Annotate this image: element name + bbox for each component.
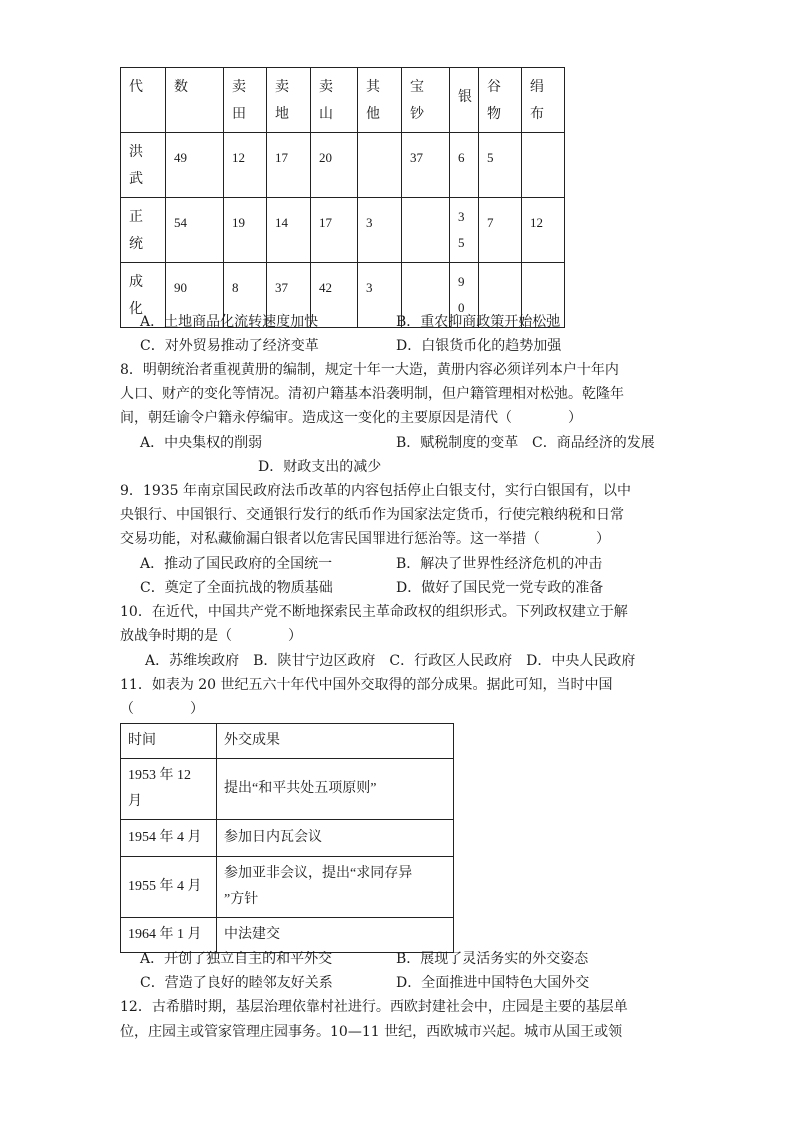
q8-option-d[interactable]: D．财政支出的减少 (258, 459, 382, 475)
table-row (121, 133, 565, 198)
q7-option-d[interactable]: D．白银货币化的趋势加强 (396, 338, 562, 354)
table-cell: 1954 年 4 月 (121, 820, 217, 857)
q9-option-b[interactable]: B．解决了世界性经济危机的冲击 (396, 556, 603, 572)
table-cell: 中法建交 (217, 918, 454, 953)
q9-option-d[interactable]: D．做好了国民党一党专政的准备 (396, 580, 604, 596)
table-row (121, 198, 565, 263)
header-cell: 绢 布 (522, 68, 565, 133)
land-transaction-table (120, 67, 565, 328)
header-cell: 数 (166, 68, 224, 133)
table-cell: 5 (479, 133, 522, 198)
table-cell: 3 (358, 263, 402, 328)
header-cell: 外交成果 (217, 724, 454, 759)
table-cell: 提出“和平共处五项原则” (217, 759, 454, 820)
q7-option-a[interactable]: A．土地商品化流转速度加快 (140, 314, 319, 330)
q9-stem-line: 9．1935 年南京国民政府法币改革的内容包括停止白银支付，实行白银国有，以中 (120, 483, 631, 499)
table-cell: 14 (267, 198, 311, 263)
table-cell: 12 (522, 198, 565, 263)
table-cell: 37 (402, 133, 450, 198)
q7-option-b[interactable]: B．重农抑商政策开始松弛 (396, 314, 561, 330)
table-cell: 1953 年 12 月 (121, 759, 217, 820)
table-cell: 8 (224, 263, 267, 328)
table-row (121, 918, 454, 953)
q9-stem-line: 央银行、中国银行、交通银行发行的纸币作为国家法定货币，行使完粮纳税和日常 (120, 507, 624, 523)
table-cell: 12 (224, 133, 267, 198)
q10-stem-line: 10．在近代，中国共产党不断地探索民主革命政权的组织形式。下列政权建立于解 (120, 604, 628, 620)
q10-options[interactable]: A．苏维埃政府 B．陕甘宁边区政府 C．行政区人民政府 D．中央人民政府 (145, 653, 636, 669)
table-cell: 7 (479, 198, 522, 263)
q8-stem-line: 人口、财产的变化等情况。清初户籍基本沿袭明制，但户籍管理相对松弛。乾隆年 (120, 386, 624, 402)
q11-stem-line: 11．如表为 20 世纪五六十年代中国外交取得的部分成果。据此可知，当时中国 (120, 677, 613, 693)
table-cell: 3 (358, 198, 402, 263)
era-cell: 正 统 (121, 198, 166, 263)
table-cell (402, 198, 450, 263)
table-cell: 19 (224, 198, 267, 263)
diplomacy-table (120, 723, 454, 953)
table-row (121, 820, 454, 857)
q11-stem-line: （ ） (120, 701, 204, 717)
era-cell: 洪 武 (121, 133, 166, 198)
table-cell: 49 (166, 133, 224, 198)
q8-stem-line: 8．明朝统治者重视黄册的编制，规定十年一大造，黄册内容必须详列本户十年内 (120, 362, 619, 378)
table-cell: 37 (267, 263, 311, 328)
table-cell: 17 (267, 133, 311, 198)
table-cell: 3 5 (450, 198, 479, 263)
table-cell: 17 (311, 198, 358, 263)
table-cell: 90 (166, 263, 224, 328)
header-cell: 银 (450, 68, 479, 133)
table-cell (358, 133, 402, 198)
table-cell: 1955 年 4 月 (121, 857, 217, 918)
table-row (121, 857, 454, 918)
q11-option-d[interactable]: D．全面推进中国特色大国外交 (396, 975, 590, 991)
table-cell: 9 0 (450, 263, 479, 328)
q8-option-a[interactable]: A．中央集权的削弱 (140, 435, 263, 451)
header-cell: 宝 钞 (402, 68, 450, 133)
q11-option-b[interactable]: B．展现了灵活务实的外交姿态 (396, 951, 589, 967)
table-cell: 6 (450, 133, 479, 198)
q11-option-c[interactable]: C．营造了良好的睦邻友好关系 (140, 975, 333, 991)
q9-stem-line: 交易功能，对私藏偷漏白银者以危害民国罪进行惩治等。这一举措（ ） (120, 531, 610, 547)
table-cell: 20 (311, 133, 358, 198)
q12-stem-line: 位，庄园主或管家管理庄园事务。10—11 世纪，西欧城市兴起。城市从国王或领 (120, 1024, 623, 1040)
table-cell: 42 (311, 263, 358, 328)
header-cell: 代 (121, 68, 166, 133)
table-cell: 参加亚非会议，提出“求同存异 ”方针 (217, 857, 454, 918)
q8-option-b[interactable]: B．赋税制度的变革 (396, 435, 519, 451)
table-cell: 参加日内瓦会议 (217, 820, 454, 857)
header-cell: 卖 山 (311, 68, 358, 133)
header-cell: 谷 物 (479, 68, 522, 133)
q12-stem-line: 12．古希腊时期，基层治理依靠村社进行。西欧封建社会中，庄园是主要的基层单 (120, 999, 628, 1015)
header-cell: 卖 田 (224, 68, 267, 133)
table-cell: 54 (166, 198, 224, 263)
era-cell: 成 化 (121, 263, 166, 328)
table-header-row (121, 68, 565, 133)
header-cell: 其 他 (358, 68, 402, 133)
table-row (121, 759, 454, 820)
q8-option-c[interactable]: C．商品经济的发展 (532, 435, 655, 451)
q10-stem-line: 放战争时期的是（ ） (120, 628, 302, 644)
table-cell: 1964 年 1 月 (121, 918, 217, 953)
q7-option-c[interactable]: C．对外贸易推动了经济变革 (140, 338, 319, 354)
q9-option-a[interactable]: A．推动了国民政府的全国统一 (140, 556, 333, 572)
table-header-row (121, 724, 454, 759)
q11-option-a[interactable]: A．开创了独立自主的和平外交 (140, 951, 333, 967)
q8-stem-line: 间，朝廷谕令户籍永停编审。造成这一变化的主要原因是清代（ ） (120, 410, 582, 426)
table-cell (522, 133, 565, 198)
header-cell: 卖 地 (267, 68, 311, 133)
header-cell: 时间 (121, 724, 217, 759)
q9-option-c[interactable]: C．奠定了全面抗战的物质基础 (140, 580, 333, 596)
